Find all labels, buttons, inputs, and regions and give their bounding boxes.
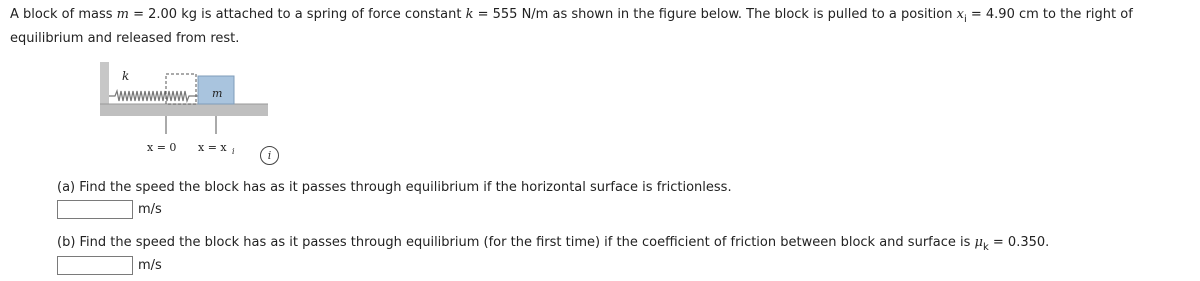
problem-text-part: = 555 N/m as shown in the figure below. The block is pulled to a position <box>473 7 957 22</box>
problem-text-part: = 4.90 cm to the right of equilibrium and released from rest. <box>10 7 1133 46</box>
xi-label-subscript: i <box>232 147 235 156</box>
part-b-answer-row <box>57 256 1049 275</box>
problem-statement <box>10 3 1195 50</box>
spring-coil <box>109 91 198 101</box>
part-b <box>57 235 1049 275</box>
wall <box>100 62 109 104</box>
position-symbol: x <box>956 7 964 22</box>
spring-k-label: k <box>122 69 130 83</box>
position-subscript: i <box>963 14 967 25</box>
part-a-answer-row <box>57 200 732 219</box>
xi-label: x = x <box>198 141 227 154</box>
part-a <box>57 180 732 219</box>
spring-constant-symbol: k <box>465 7 474 22</box>
problem-text-part: A block of mass <box>10 7 117 22</box>
floor <box>100 104 268 116</box>
part-b-answer-input[interactable] <box>57 256 133 275</box>
spring-block-figure <box>88 62 288 172</box>
part-b-unit: m/s <box>138 258 162 273</box>
part-a-question: (a) Find the speed the block has as it passes through equilibrium if the horizontal surface is frictionless. <box>57 180 732 195</box>
mu-subscript: k <box>982 242 989 253</box>
part-a-unit: m/s <box>138 202 162 217</box>
mu-symbol: μ <box>974 235 983 250</box>
problem-text-part: = 2.00 kg is attached to a spring of force constant <box>128 7 466 22</box>
mass-symbol: m <box>116 7 129 22</box>
figure-svg <box>88 62 288 172</box>
part-b-question <box>57 235 1049 252</box>
part-b-question-value: = 0.350. <box>988 235 1050 250</box>
info-icon[interactable]: i <box>260 146 279 165</box>
x0-label: x = 0 <box>147 141 177 154</box>
block-m-label: m <box>212 87 223 100</box>
part-a-answer-input[interactable] <box>57 200 133 219</box>
part-b-question-text: (b) Find the speed the block has as it passes through equilibrium (for the first time) if the coefficient of friction between block and surface is <box>57 235 975 250</box>
